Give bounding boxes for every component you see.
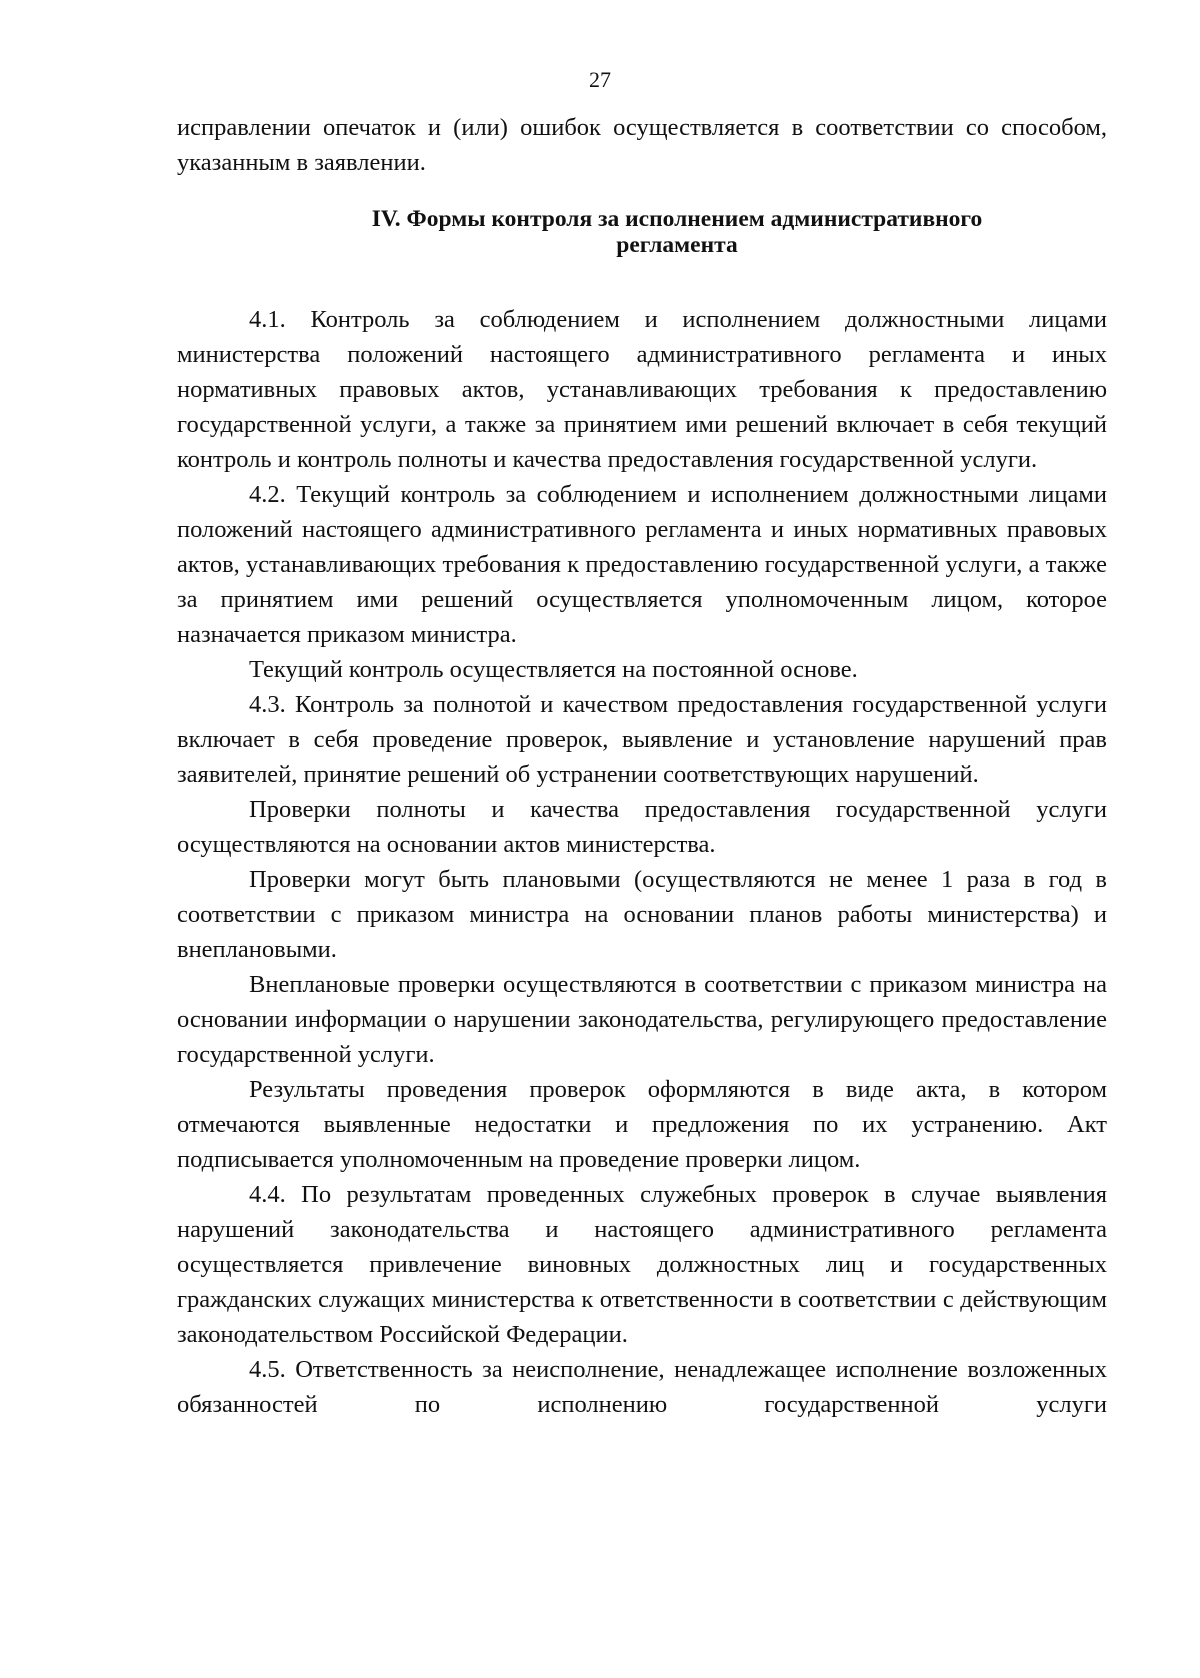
document-body <box>177 110 1107 1422</box>
section-heading-line-1: IV. Формы контроля за исполнением административного <box>371 206 983 232</box>
paragraph-4-4: 4.4. По результатам проведенных служебных проверок в случае выявления нарушений законодательства и настоящего административного регламента осуществляется привлечение виновных должностных лиц и государственных гражданских служащих министерства к ответственности в соответствии с действующим законодательством Российской Федерации. <box>177 1181 1107 1348</box>
paragraph-inspection-results: Результаты проведения проверок оформляются в виде акта, в котором отмечаются выявленные недостатки и предложения по их устранению. Акт подписывается уполномоченным на проведение проверки лицом. <box>177 1076 1107 1173</box>
section-heading <box>177 206 1107 258</box>
paragraph-4-5: 4.5. Ответственность за неисполнение, ненадлежащее исполнение возложенных обязанностей по исполнению государственной услуги <box>177 1356 1107 1418</box>
paragraph-unscheduled-inspections: Внеплановые проверки осуществляются в соответствии с приказом министра на основании информации о нарушении законодательства, регулирующего предоставление государственной услуги. <box>177 971 1107 1068</box>
paragraph-4-2: 4.2. Текущий контроль за соблюдением и исполнением должностными лицами положений настоящего административного регламента и иных нормативных правовых актов, устанавливающих требования к предоставлению государственной услуги, а также за принятием ими решений осуществляется уполномоченным лицом, которое назначается приказом министра. <box>177 481 1107 648</box>
paragraph-inspections-basis: Проверки полноты и качества предоставления государственной услуги осуществляются на основании актов министерства. <box>177 796 1107 858</box>
lead-paragraph: исправлении опечаток и (или) ошибок осуществляется в соответствии со способом, указанным в заявлении. <box>177 114 1107 176</box>
paragraph-inspections-types: Проверки могут быть плановыми (осуществляются не менее 1 раза в год в соответствии с приказом министра на основании планов работы министерства) и внеплановыми. <box>177 866 1107 963</box>
paragraph-4-3: 4.3. Контроль за полнотой и качеством предоставления государственной услуги включает в себя проведение проверок, выявление и установление нарушений прав заявителей, принятие решений об устранении соответствующих нарушений. <box>177 691 1107 788</box>
paragraph-4-1: 4.1. Контроль за соблюдением и исполнением должностными лицами министерства положений настоящего административного регламента и иных нормативных правовых актов, устанавливающих требования к предоставлению государственной услуги, а также за принятием ими решений включает в себя текущий контроль и контроль полноты и качества предоставления государственной услуги. <box>177 306 1107 473</box>
page-number: 27 <box>589 67 611 92</box>
paragraph-current-control: Текущий контроль осуществляется на постоянной основе. <box>249 656 858 683</box>
section-heading-line-2: регламента <box>616 232 738 258</box>
